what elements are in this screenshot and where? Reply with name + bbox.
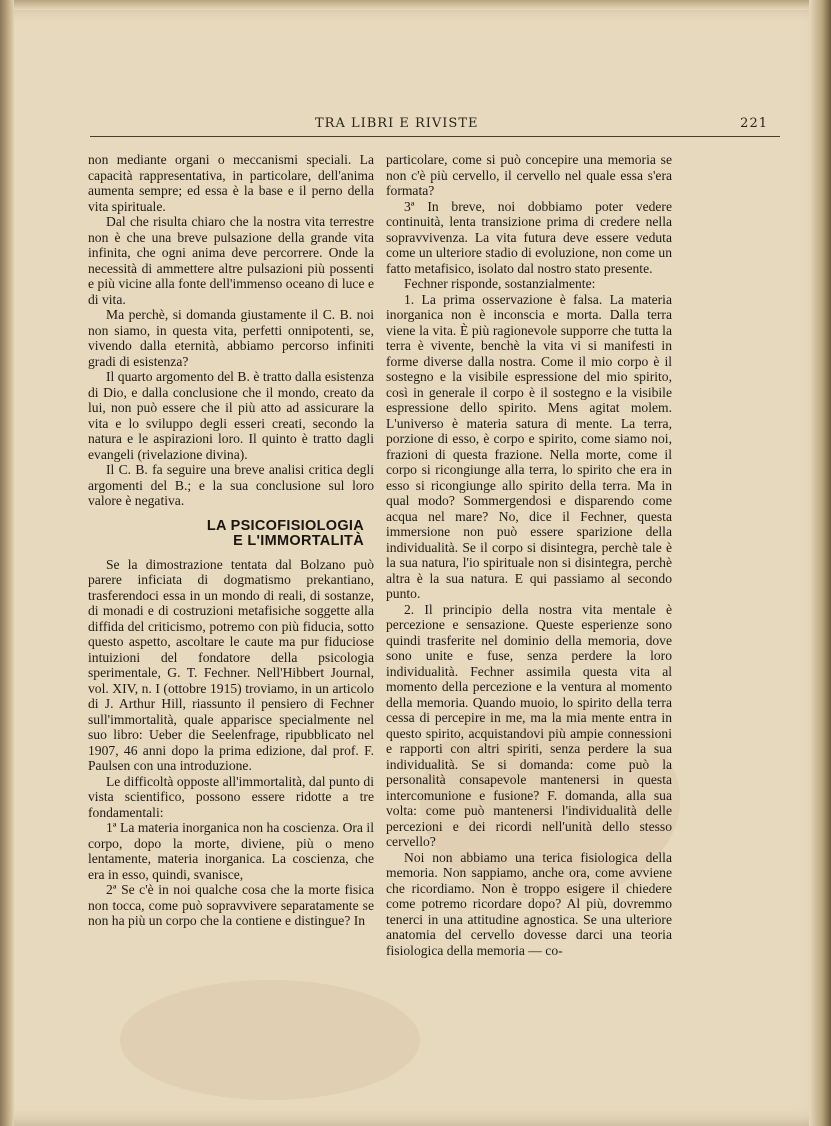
page-number: 221 xyxy=(740,116,768,131)
paragraph: Dal che risulta chiaro che la nostra vita terrestre non è che una breve pulsazione della grande vita infinita, che ogni anima deve percorrere. Onde la necessità di ammettere altre pulsazioni più possenti e più vicine alla fonte dell'immenso oceano di luce e di vita. xyxy=(88,214,374,307)
page-top-edge xyxy=(14,0,831,10)
left-column xyxy=(88,152,374,929)
paragraph: Il C. B. fa seguire una breve analisi critica degli argomenti del B.; e la sua conclusione sul loro valore è negativa. xyxy=(88,462,374,508)
paragraph: 1ª La materia inorganica non ha coscienza. Ora il corpo, dopo la morte, diviene, più o meno lentamente, materia inorganica. La coscienza, che era in esso, quindi, svanisce, xyxy=(88,820,374,882)
section-heading-line: LA PSICOFISIOLOGIA xyxy=(206,517,364,534)
running-header xyxy=(90,114,790,136)
running-title: TRA LIBRI E RIVISTE xyxy=(315,116,479,131)
paragraph: Le difficoltà opposte all'immortalità, dal punto di vista scientifico, possono essere ridotte a tre fondamentali: xyxy=(88,773,374,820)
right-column xyxy=(386,152,672,958)
page-right-edge xyxy=(809,0,831,1126)
section-heading xyxy=(88,519,374,549)
paragraph: non mediante organi o meccanismi speciali. La capacità rappresentativa, in particolare, dell'anima aumenta sempre; ed essa è la base e il perno della vita spirituale. xyxy=(88,152,374,214)
paper-stain xyxy=(120,980,420,1100)
page-binding-edge xyxy=(0,0,14,1126)
paragraph: Ma perchè, si domanda giustamente il C. B. noi non siamo, in questa vita, perfetti onnipotenti, se, vivendo dalla eternità, abbiamo percorso infiniti gradi di esistenza? xyxy=(88,307,374,369)
paragraph: Fechner risponde, sostanzialmente: xyxy=(404,276,596,291)
paragraph: 2ª Se c'è in noi qualche cosa che la morte fisica non tocca, come può sopravvivere separatamente se non ha più un corpo che la contiene e distingue? In xyxy=(88,882,374,928)
paragraph: Se la dimostrazione tentata dal Bolzano può parere inficiata di dogmatismo prekantiano, trasferendoci essa in un mondo di reali, di sostanze, di monadi e di costruzioni metafisiche soggette alla diffida del criticismo, potremo con più fiducia, sotto questo aspetto, ascoltare le caute ma pur fiduciose intuizioni del fondatore della psicologia sperimentale, G. T. Fechner. Nell'Hibbert Journal, vol. XIV, n. I (ottobre 1915) troviamo, in un articolo di J. Arthur Hill, riassunto il pensiero di Fechner sull'immortalità, quale apparisce specialmente nel suo libro: Ueber die Seelenfrage, ripubblicato nel 1907, 46 anni dopo la prima edizione, dal prof. F. Paulsen con una introduzione. xyxy=(88,556,374,773)
paragraph: 3ª In breve, noi dobbiamo poter vedere continuità, lenta transizione prima di credere nella sopravvivenza. La vita futura deve essere veduta come un ulteriore stadio di evoluzione, non come un fatto metafisico, isolato dal nostro stato presente. xyxy=(386,198,672,276)
paragraph: 1. La prima osservazione è falsa. La materia inorganica non è inconscia e morta. Dalla terra viene la vita. È più ragionevole supporre che tutta la terra è vivente, benchè la vita vi si manifesti in forme diverse dalla nostra. Come il mio corpo è il sostegno e la visibile espressione del mio spirito, così in generale il corpo è il sostegno e la visibile espressione dello spirito. Mens agitat molem. L'universo è materia satura di mente. La terra, porzione di esso, è corpo e spirito, come siamo noi, frazioni di questa frazione. Nella morte, come il corpo si ricongiunge alla terra, lo spirito che era in esso si ricongiunge allo spirito della terra. Ma in qual modo? Sommergendosi e disparendo come acqua nel mare? No, dice il Fechner, questa immersione non può essere sparizione della individualità. Se il corpo si disintegra, perchè tale è la sua natura, l'io spirituale non si disintegra, perchè altra è la sua natura. E qui passiamo al secondo punto. xyxy=(386,291,672,601)
header-rule xyxy=(90,136,780,137)
paragraph: particolare, come si può concepire una memoria se non c'è più cervello, il cervello nel quale essa s'era formata? xyxy=(386,152,672,198)
paragraph: Il quarto argomento del B. è tratto dalla esistenza di Dio, e dalla conclusione che il mondo, creato da lui, non può essere che il più atto ad assicurare la vita e lo sviluppo degli esseri creati, secondo la natura e le aspirazioni loro. Il quinto è tratto dagli evangeli (rivelazione divina). xyxy=(88,369,374,462)
paragraph: Noi non abbiamo una terica fisiologica della memoria. Non sappiamo, anche ora, come avviene che ricordiamo. Non è troppo esigere il chiedere come potremo ricordare dopo? Al più, dovremmo tenerci in una attitudine agnostica. Se una ulteriore anatomia del cervello dovesse darci una teoria fisiologica della memoria — co- xyxy=(386,849,672,958)
paragraph: 2. Il principio della nostra vita mentale è percezione e sensazione. Queste esperienze sono quindi trasferite nel dominio della memoria, dove sono unite e fuse, senza perdere la loro individualità. Fechner assimila questa vita al momento della percezione e la ventura al momento della memoria. Quando muoio, lo spirito della terra cessa di percepire in me, ma la mia mente entra in questo spirito, acquistandovi più ampie connessioni e rapporti con altri spiriti, senza perdere la sua individualità. Se si domanda: come può la personalità consapevole mantenersi in questa intercomunione e fusione? F. domanda, alla sua volta: come può mantenersi l'individualità delle percezioni e dei ricordi nell'unità dello stesso cervello? xyxy=(386,601,672,849)
section-heading-line: E L'IMMORTALITÀ xyxy=(233,532,364,549)
